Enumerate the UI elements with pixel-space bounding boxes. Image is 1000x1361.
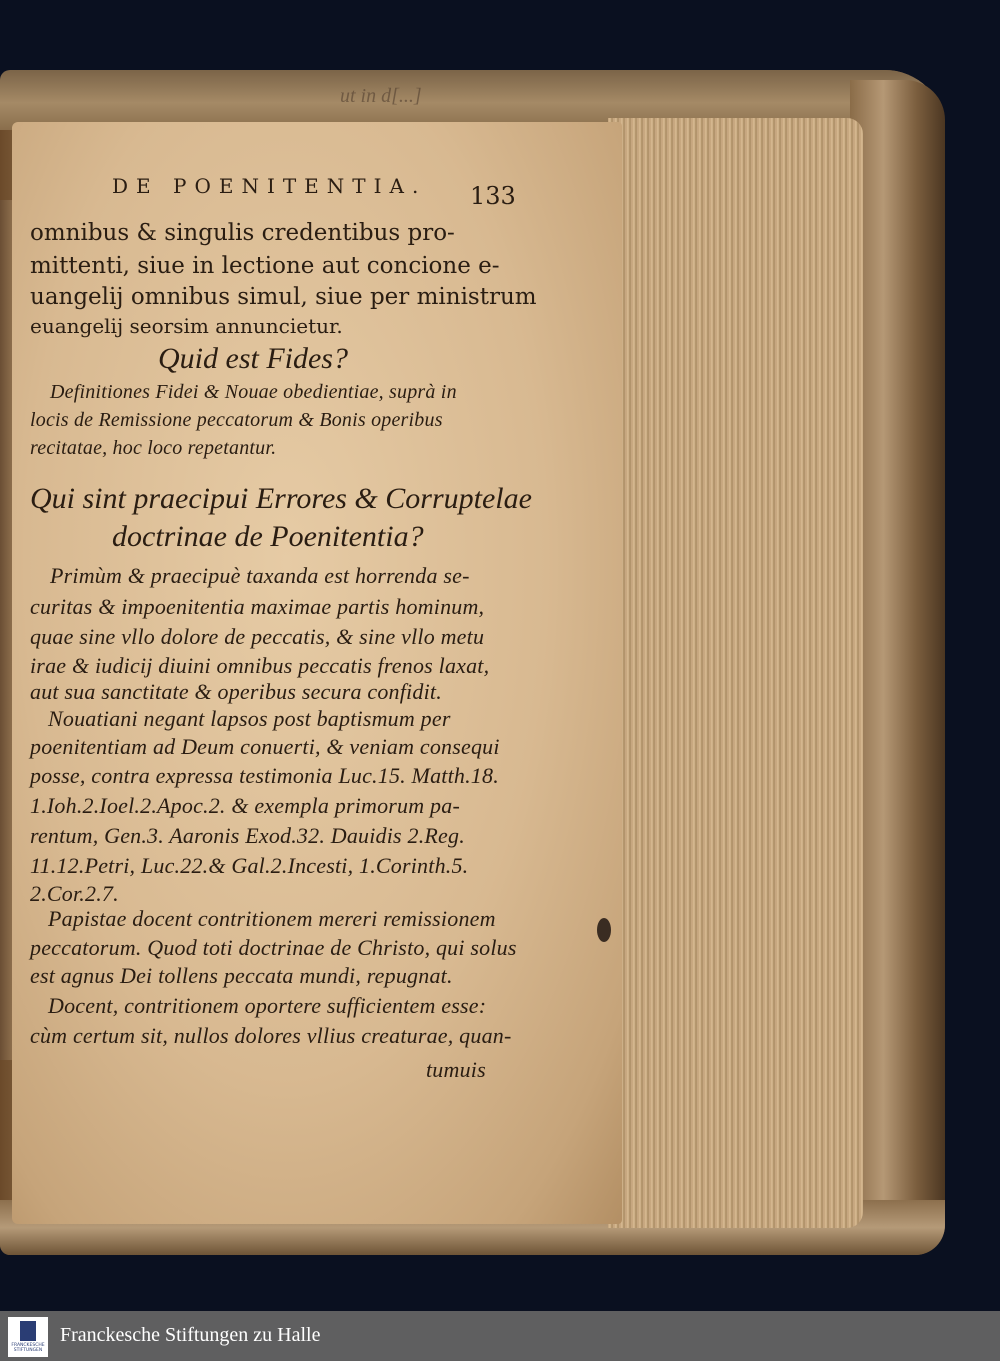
logo-text: FRANCKESCHE STIFTUNGEN bbox=[11, 1343, 45, 1353]
text-line: locis de Remissione peccatorum & Bonis operibus bbox=[30, 409, 443, 431]
text-line: curitas & impoenitentia maximae partis hominum, bbox=[30, 594, 485, 619]
text-line: Papistae docent contritionem mereri remissionem bbox=[48, 906, 496, 931]
text-line: recitatae, hoc loco repetantur. bbox=[30, 437, 277, 459]
text-line: 11.12.Petri, Luc.22.& Gal.2.Incesti, 1.Corinth.5. bbox=[30, 853, 469, 878]
text-line: uangelij omnibus simul, siue per ministrum bbox=[30, 284, 537, 310]
institution-logo[interactable] bbox=[8, 1317, 48, 1357]
text-line: Docent, contritionem oportere sufficientem esse: bbox=[48, 993, 487, 1018]
text-line: peccatorum. Quod toti doctrinae de Christo, qui solus bbox=[30, 935, 517, 960]
text-line: poenitentiam ad Deum conuerti, & veniam consequi bbox=[30, 734, 500, 759]
footer-bar bbox=[0, 1311, 1000, 1361]
text-line: omnibus & singulis credentibus pro- bbox=[30, 220, 455, 246]
text-line: Nouatiani negant lapsos post baptismum per bbox=[48, 706, 451, 731]
text-line: irae & iudicij diuini omnibus peccatis frenos laxat, bbox=[30, 653, 490, 678]
text-line: Definitiones Fidei & Nouae obedientiae, suprà in bbox=[50, 381, 457, 403]
text-line: 2.Cor.2.7. bbox=[30, 881, 119, 906]
text-line: rentum, Gen.3. Aaronis Exod.32. Dauidis 2.Reg. bbox=[30, 823, 465, 848]
ink-spot bbox=[597, 918, 611, 942]
section-heading: doctrinae de Poenitentia? bbox=[112, 520, 424, 553]
page-number: 133 bbox=[470, 182, 516, 210]
section-heading: Qui sint praecipui Errores & Corruptelae bbox=[30, 482, 532, 515]
running-header: DE POENITENTIA. bbox=[112, 174, 427, 198]
institution-name[interactable]: Franckesche Stiftungen zu Halle bbox=[60, 1324, 321, 1346]
text-line: aut sua sanctitate & operibus secura confidit. bbox=[30, 679, 442, 704]
text-line: posse, contra expressa testimonia Luc.15. Matth.18. bbox=[30, 763, 499, 788]
text-line: Primùm & praecipuè taxanda est horrenda se- bbox=[50, 563, 470, 588]
text-line: mittenti, siue in lectione aut concione e- bbox=[30, 253, 500, 279]
handwritten-margin-note: ut in d[...] bbox=[340, 85, 422, 107]
building-icon bbox=[20, 1321, 36, 1341]
section-heading: Quid est Fides? bbox=[158, 342, 348, 375]
page-edges bbox=[608, 118, 863, 1228]
text-line: 1.Ioh.2.Ioel.2.Apoc.2. & exempla primorum pa- bbox=[30, 793, 460, 818]
text-line: quae sine vllo dolore de peccatis, & sine vllo metu bbox=[30, 624, 485, 649]
text-line: est agnus Dei tollens peccata mundi, repugnat. bbox=[30, 963, 453, 988]
book-cover-spine-edge bbox=[850, 80, 945, 1250]
text-line: euangelij seorsim annuncietur. bbox=[30, 314, 343, 338]
text-line: cùm certum sit, nullos dolores vllius creaturae, quan- bbox=[30, 1023, 512, 1048]
catchword: tumuis bbox=[426, 1057, 486, 1082]
